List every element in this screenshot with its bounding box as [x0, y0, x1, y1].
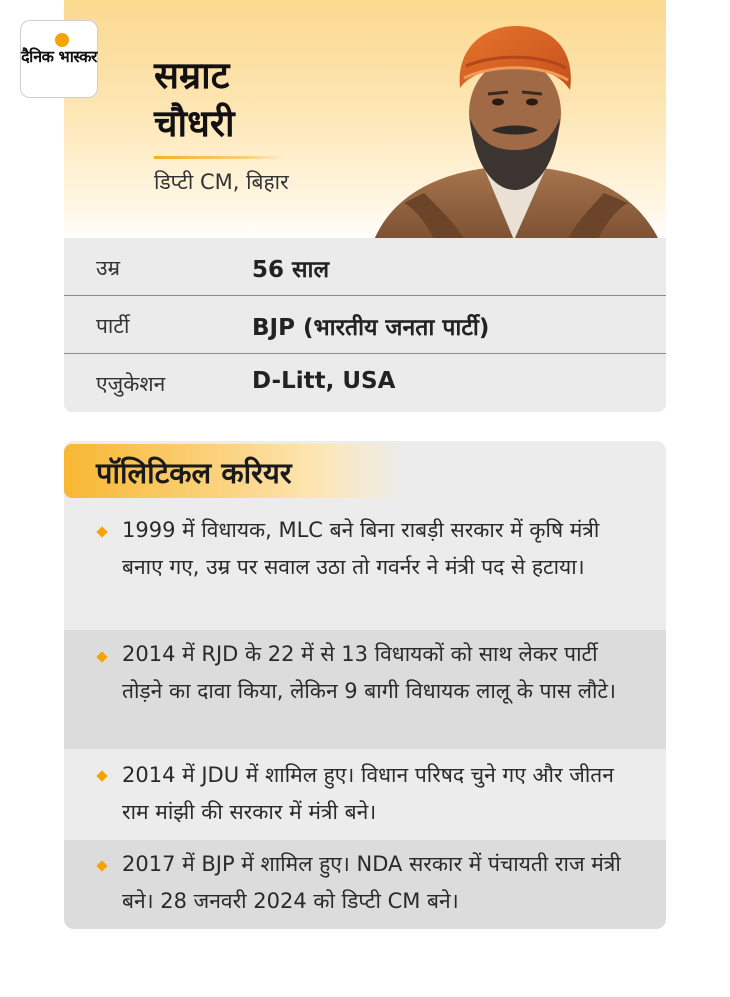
- sun-dot-icon: [55, 33, 69, 47]
- list-item: [64, 630, 666, 749]
- list-item: [64, 749, 666, 840]
- career-item-text: 2014 में JDU में शामिल हुए। विधान परिषद चुने गए और जीतन राम मांझी की सरकार में मंत्री बने।: [122, 763, 614, 824]
- info-value: 56 साल: [252, 257, 330, 283]
- career-item-text: 2014 में RJD के 22 में से 13 विधायकों को साथ लेकर पार्टी तोड़ने का दावा किया, लेकिन 9 बागी विधायक लालू के पास लौटे।: [122, 642, 616, 703]
- info-row-party: [64, 296, 666, 354]
- list-item: [64, 505, 666, 630]
- career-title: पॉलिटिकल करियर: [96, 456, 292, 490]
- designation: डिप्टी CM, बिहार: [154, 170, 289, 194]
- name-line-1: सम्राट: [154, 54, 230, 97]
- logo-text: दैनिक भास्कर: [21, 47, 97, 66]
- info-label: उम्र: [96, 256, 121, 280]
- info-row-education: [64, 354, 666, 412]
- name-underline: [154, 156, 284, 159]
- political-career-section: [64, 441, 666, 929]
- profile-card: [21, 0, 666, 997]
- list-item: [64, 840, 666, 929]
- diamond-bullet-icon: [96, 770, 107, 781]
- diamond-bullet-icon: [96, 651, 107, 662]
- info-label: पार्टी: [96, 314, 130, 338]
- portrait-illustration: [364, 18, 666, 240]
- career-item-text: 2017 में BJP में शामिल हुए। NDA सरकार में पंचायती राज मंत्री बने। 28 जनवरी 2024 को डिप्टी CM बने।: [122, 852, 621, 913]
- career-item-text: 1999 में विधायक, MLC बने बिना राबड़ी सरकार में कृषि मंत्री बनाए गए, उम्र पर सवाल उठा तो गवर्नर ने मंत्री पद से हटाया।: [122, 518, 600, 579]
- diamond-bullet-icon: [96, 526, 107, 537]
- profile-header: [21, 0, 666, 240]
- info-row-age: [64, 238, 666, 296]
- person-name: [154, 52, 384, 148]
- info-value: D-Litt, USA: [252, 368, 396, 394]
- career-title-banner: [64, 444, 404, 498]
- info-table: [64, 238, 666, 412]
- dainik-bhaskar-logo: [20, 20, 98, 98]
- name-line-2: चौधरी: [154, 102, 235, 145]
- info-label: एजुकेशन: [96, 372, 166, 396]
- info-value: BJP (भारतीय जनता पार्टी): [252, 315, 490, 341]
- diamond-bullet-icon: [96, 860, 107, 871]
